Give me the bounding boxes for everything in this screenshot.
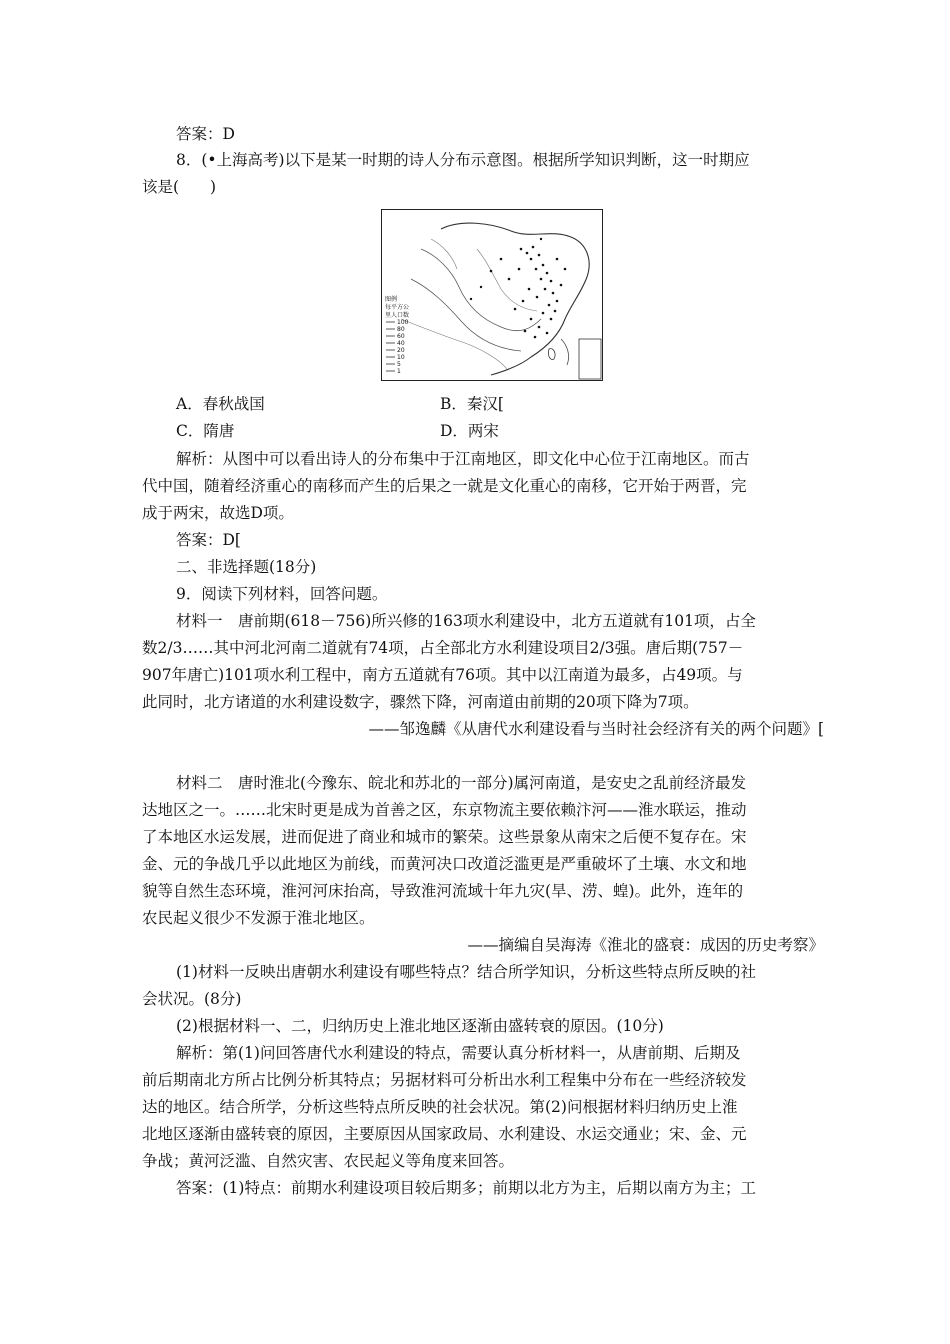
q8-option-d: D．两宋	[440, 422, 499, 440]
q8-option-b: B．秦汉[	[440, 395, 504, 413]
material1-source: ——邹逸麟《从唐代水利建设看与当时社会经济有关的两个问题》[	[368, 720, 824, 738]
map-legend-label: 5	[397, 361, 401, 368]
map-legend-title: 图例	[385, 296, 398, 303]
material2-line: 达地区之一。……北宋时更是成为首善之区，东京物流主要依赖汴河——淮水联运，推动	[142, 801, 747, 819]
material1-line: 数2/3……其中河北河南二道就有74项，占全部北方水利建设项目2/3强。唐后期(757－	[142, 639, 744, 657]
map-legend-label: 20	[397, 347, 405, 354]
poet-distribution-map	[381, 209, 603, 381]
map-legend-label: 1	[397, 368, 401, 375]
section-title: 二、非选择题(18分)	[176, 558, 317, 576]
map-legend-label: 40	[397, 340, 405, 347]
material1-line: 此同时，北方诸道的水利建设数字，骤然下降，河南道由前期的20项下降为7项。	[142, 693, 699, 711]
material2-line: 貌等自然生态环境，淮河河床抬高，导致淮河流域十年九灾(旱、涝、蝗)。此外，连年的	[142, 882, 744, 900]
material2-line: 金、元的争战几乎以此地区为前线，而黄河决口改道泛滥更是严重破坏了土壤、水文和地	[142, 855, 747, 873]
map-legend-subtitle-2: 里人口数	[385, 312, 410, 319]
q9-question2: (2)根据材料一、二，归纳历史上淮北地区逐渐由盛转衰的原因。(10分)	[176, 1017, 664, 1035]
q8-option-c: C．隋唐	[176, 422, 235, 440]
map-legend-label: 100	[397, 319, 409, 326]
material1-line: 材料一 唐前期(618－756)所兴修的163项水利建设中，北方五道就有101项，占全	[176, 612, 756, 630]
map-legend-label: 60	[397, 333, 405, 340]
material2-line: 了本地区水运发展，进而促进了商业和城市的繁荣。这些景象从南宋之后便不复存在。宋	[142, 828, 747, 846]
q8-stem-line2: 该是( )	[142, 178, 217, 196]
q8-analysis-line: 解析：从图中可以看出诗人的分布集中于江南地区，即文化中心位于江南地区。而古	[176, 450, 750, 468]
q9-analysis-line: 北地区逐渐由盛转衰的原因，主要原因从国家政局、水利建设、水运交通业；宋、金、元	[142, 1125, 747, 1143]
q8-answer: 答案：D[	[176, 531, 241, 549]
q9-question1-line: 会状况。(8分)	[142, 990, 242, 1008]
map-legend-label: 10	[397, 354, 405, 361]
q8-option-a: A．春秋战国	[176, 395, 265, 413]
q8-stem-line1: 8．(•上海高考)以下是某一时期的诗人分布示意图。根据所学知识判断，这一时期应	[176, 151, 750, 169]
q9-answer: 答案：(1)特点：前期水利建设项目较后期多；前期以北方为主，后期以南方为主；工	[176, 1179, 756, 1197]
material1-line: 907年唐亡)101项水利工程中，南方五道就有76项。其中以江南道为最多，占49项。与	[142, 666, 743, 684]
q9-analysis-line: 前后期南北方所占比例分析其特点；另据材料可分析出水利工程集中分布在一些经济较发	[142, 1071, 747, 1089]
q9-analysis-line: 争战；黄河泛滥、自然灾害、农民起义等角度来回答。	[142, 1152, 515, 1170]
q9-analysis-line: 达的地区。结合所学，分析这些特点所反映的社会状况。第(2)问根据材料归纳历史上淮	[142, 1098, 738, 1116]
q9-analysis-line: 解析：第(1)问回答唐代水利建设的特点，需要认真分析材料一，从唐前期、后期及	[176, 1044, 741, 1062]
map-legend-label: 80	[397, 326, 405, 333]
q7-answer: 答案：D	[176, 125, 235, 143]
q9-question1-line: (1)材料一反映出唐朝水利建设有哪些特点？结合所学知识，分析这些特点所反映的社	[176, 963, 756, 981]
q9-stem: 9．阅读下列材料，回答问题。	[176, 585, 388, 603]
material2-line: 材料二 唐时淮北(今豫东、皖北和苏北的一部分)属河南道，是安史之乱前经济最发	[176, 774, 747, 792]
map-legend-subtitle-1: 每平方公	[385, 304, 410, 311]
material2-line: 农民起义很少不发源于淮北地区。	[142, 909, 375, 927]
q8-analysis-line: 成于两宋，故选D项。	[142, 504, 294, 522]
q8-analysis-line: 代中国，随着经济重心的南移而产生的后果之一就是文化重心的南移，它开始于两晋，完	[142, 477, 747, 495]
material2-source: ——摘编自吴海涛《淮北的盛衰：成因的历史考察》	[467, 936, 824, 954]
